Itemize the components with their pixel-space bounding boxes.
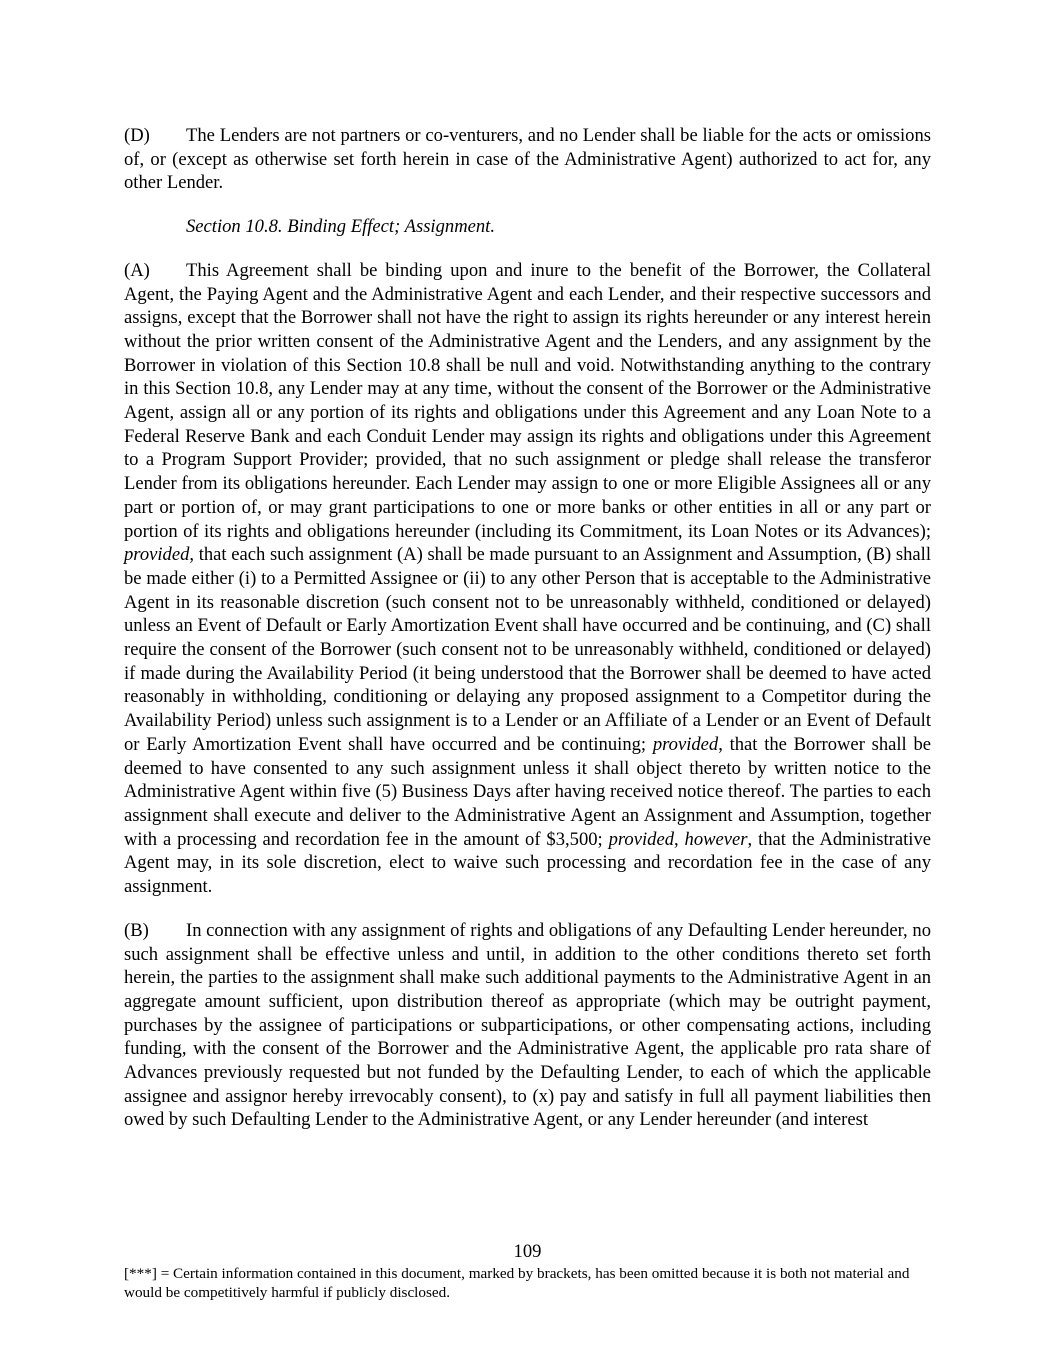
paragraph-a-text-4: , that the Administrative Agent may, in its sole discretion, elect to waive such processing and recordation fee in the case of any assignment. [124,828,931,898]
paragraph-b [124,919,931,1132]
section-heading: Section 10.8. Binding Effect; Assignment. [186,216,495,238]
paragraph-a-text-2: , that each such assignment (A) shall be made pursuant to an Assignment and Assumption, (B) shall be made either (i) to a Permitted Assignee or (ii) to any other Person that is acceptable to the Administrative Agent in its reasonable discretion (such consent not to be unreasonably withheld, conditioned or delayed) unless an Event of Default or Early Amortization Event shall have occurred and be continuing, and (C) shall require the consent of the Borrower (such consent not to be unreasonably withheld, conditioned or delayed) if made during the Availability Period (it being understood that the Borrower shall be deemed to have acted reasonably in withholding, conditioning or delaying any proposed assignment to a Competitor during the Availability Period) unless such assignment is to a Lender or an Affiliate of a Lender or an Event of Default or Early Amortization Event shall have occurred and be continuing; [124,544,931,755]
paragraph-a-italic-2: provided [652,733,719,755]
document-body [124,124,931,1132]
paragraph-a-text-3: , that the Borrower shall be deemed to have consented to any such assignment unless it shall object thereto by written notice to the Administrative Agent within five (5) Business Days after having received notice thereof. The parties to each assignment shall execute and deliver to the Administrative Agent an Assignment and Assumption, together with a processing and recordation fee in the amount of $3,500; [124,733,931,850]
confidentiality-footnote: [***] = Certain information contained in this document, marked by brackets, has been omitted because it is both not material and would be competitively harmful if publicly disclosed. [124,1265,910,1301]
paragraph-d-text: The Lenders are not partners or co-venturers, and no Lender shall be liable for the acts or omissions of, or (except as otherwise set forth herein in case of the Administrative Agent) authorized to act for, any other Lender. [124,125,931,194]
paragraph-a-italic-1: provided [124,544,190,566]
paragraph-a [124,259,931,899]
paragraph-a-text-1: This Agreement shall be binding upon and inure to the benefit of the Borrower, the Collateral Agent, the Paying Agent and the Administrative Agent and each Lender, and their respective successors and assigns, except that the Borrower shall not have the right to assign its rights hereunder or any interest herein without the prior written consent of the Administrative Agent and the Lenders, and any assignment by the Borrower in violation of this Section 10.8 shall be null and void. Notwithstanding anything to the contrary in this Section 10.8, any Lender may at any time, without the consent of the Borrower or the Administrative Agent, assign all or any portion of its rights and obligations under this Agreement and any Loan Note to a Federal Reserve Bank and each Conduit Lender may assign its rights and obligations under this Agreement to a Program Support Provider; provided, that no such assignment or pledge shall release the transferor Lender from its obligations hereunder. Each Lender may assign to one or more Eligible Assignees all or any part or portion of, or may grant participations to one or more banks or other entities in all or any part or portion of its rights and obligations hereunder (including its Commitment, its Loan Notes or its Advances); [124,259,931,542]
paragraph-b-label: (B) [124,919,149,941]
paragraph-d [124,124,931,195]
paragraph-a-italic-4: however [684,828,748,850]
paragraph-b-text: In connection with any assignment of rights and obligations of any Defaulting Lender hereunder, no such assignment shall be effective unless and until, in addition to the other conditions thereto set forth herein, the parties to the assignment shall make such additional payments to the Administrative Agent in an aggregate amount sufficient, upon distribution thereof as appropriate (which may be outright payment, purchases by the assignee of participations or subparticipations, or other compensating actions, including funding, with the consent of the Borrower and the Administrative Agent, the applicable pro rata share of Advances previously requested but not funded by the Defaulting Lender, to each of which the applicable assignee and assignor hereby irrevocably consent), to (x) pay and satisfy in full all payment liabilities then owed by such Defaulting Lender to the Administrative Agent, or any Lender hereunder (and interest [124,919,931,1131]
paragraph-d-label: (D) [124,125,150,146]
page-number: 109 [513,1241,542,1262]
paragraph-a-italic-3: provided [608,828,674,850]
paragraph-a-label: (A) [124,259,150,281]
paragraph-a-separator: , [674,828,685,850]
